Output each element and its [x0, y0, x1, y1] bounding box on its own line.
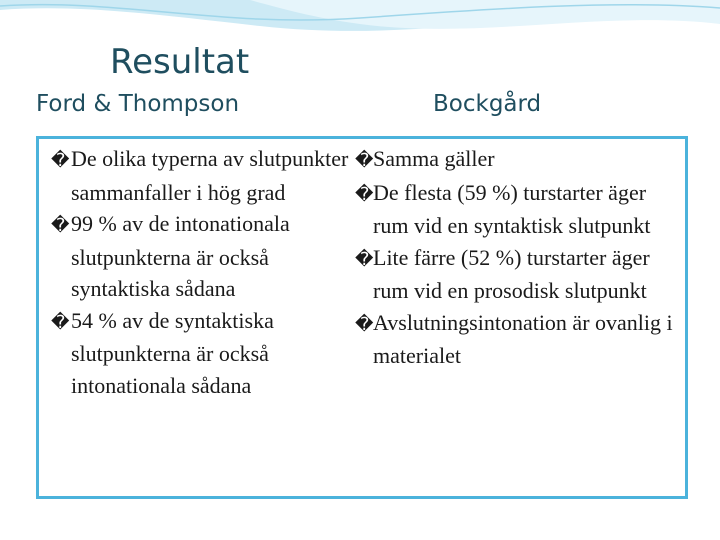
right-bullet	[355, 242, 677, 307]
bullet-text: De flesta (59 %) turstarter äger rum vid en syntaktisk slutpunkt	[373, 179, 651, 238]
bullet-text: Lite färre (52 %) turstarter äger rum vid en prosodisk slutpunkt	[373, 244, 650, 303]
bullet-marker-icon: �	[51, 311, 70, 333]
bullet-marker-icon: �	[355, 313, 374, 335]
heading-bockgard: Bockgård	[433, 91, 542, 117]
slide-title: Resultat	[110, 42, 250, 82]
bullet-text: De olika typerna av slutpunkter sammanfaller i hög grad	[71, 146, 349, 205]
bullet-marker-icon: �	[355, 248, 374, 270]
right-bullet	[355, 177, 677, 242]
content-box	[36, 136, 688, 499]
heading-ford-thompson: Ford & Thompson	[36, 91, 240, 117]
bullet-marker-icon: �	[51, 215, 70, 236]
bullet-text: 54 % av de syntaktiska slutpunkterna är också intonationala sådana	[71, 307, 274, 398]
right-column	[355, 143, 677, 372]
left-column	[51, 143, 366, 401]
bullet-marker-icon: �	[51, 150, 70, 171]
right-bullet	[355, 307, 677, 372]
bullet-text: Avslutningsintonation är ovanlig i materialet	[373, 309, 673, 368]
left-bullet	[51, 143, 366, 208]
left-bullet	[51, 208, 366, 305]
bullet-text: Samma gäller	[373, 146, 495, 171]
bullet-marker-icon: �	[355, 183, 374, 205]
right-bullet	[355, 143, 677, 177]
decorative-header-swoosh	[0, 0, 720, 60]
bullet-marker-icon: �	[355, 150, 374, 171]
bullet-text: 99 % av de intonationala slutpunkterna är också syntaktiska sådana	[71, 211, 290, 301]
left-bullet	[51, 305, 366, 402]
